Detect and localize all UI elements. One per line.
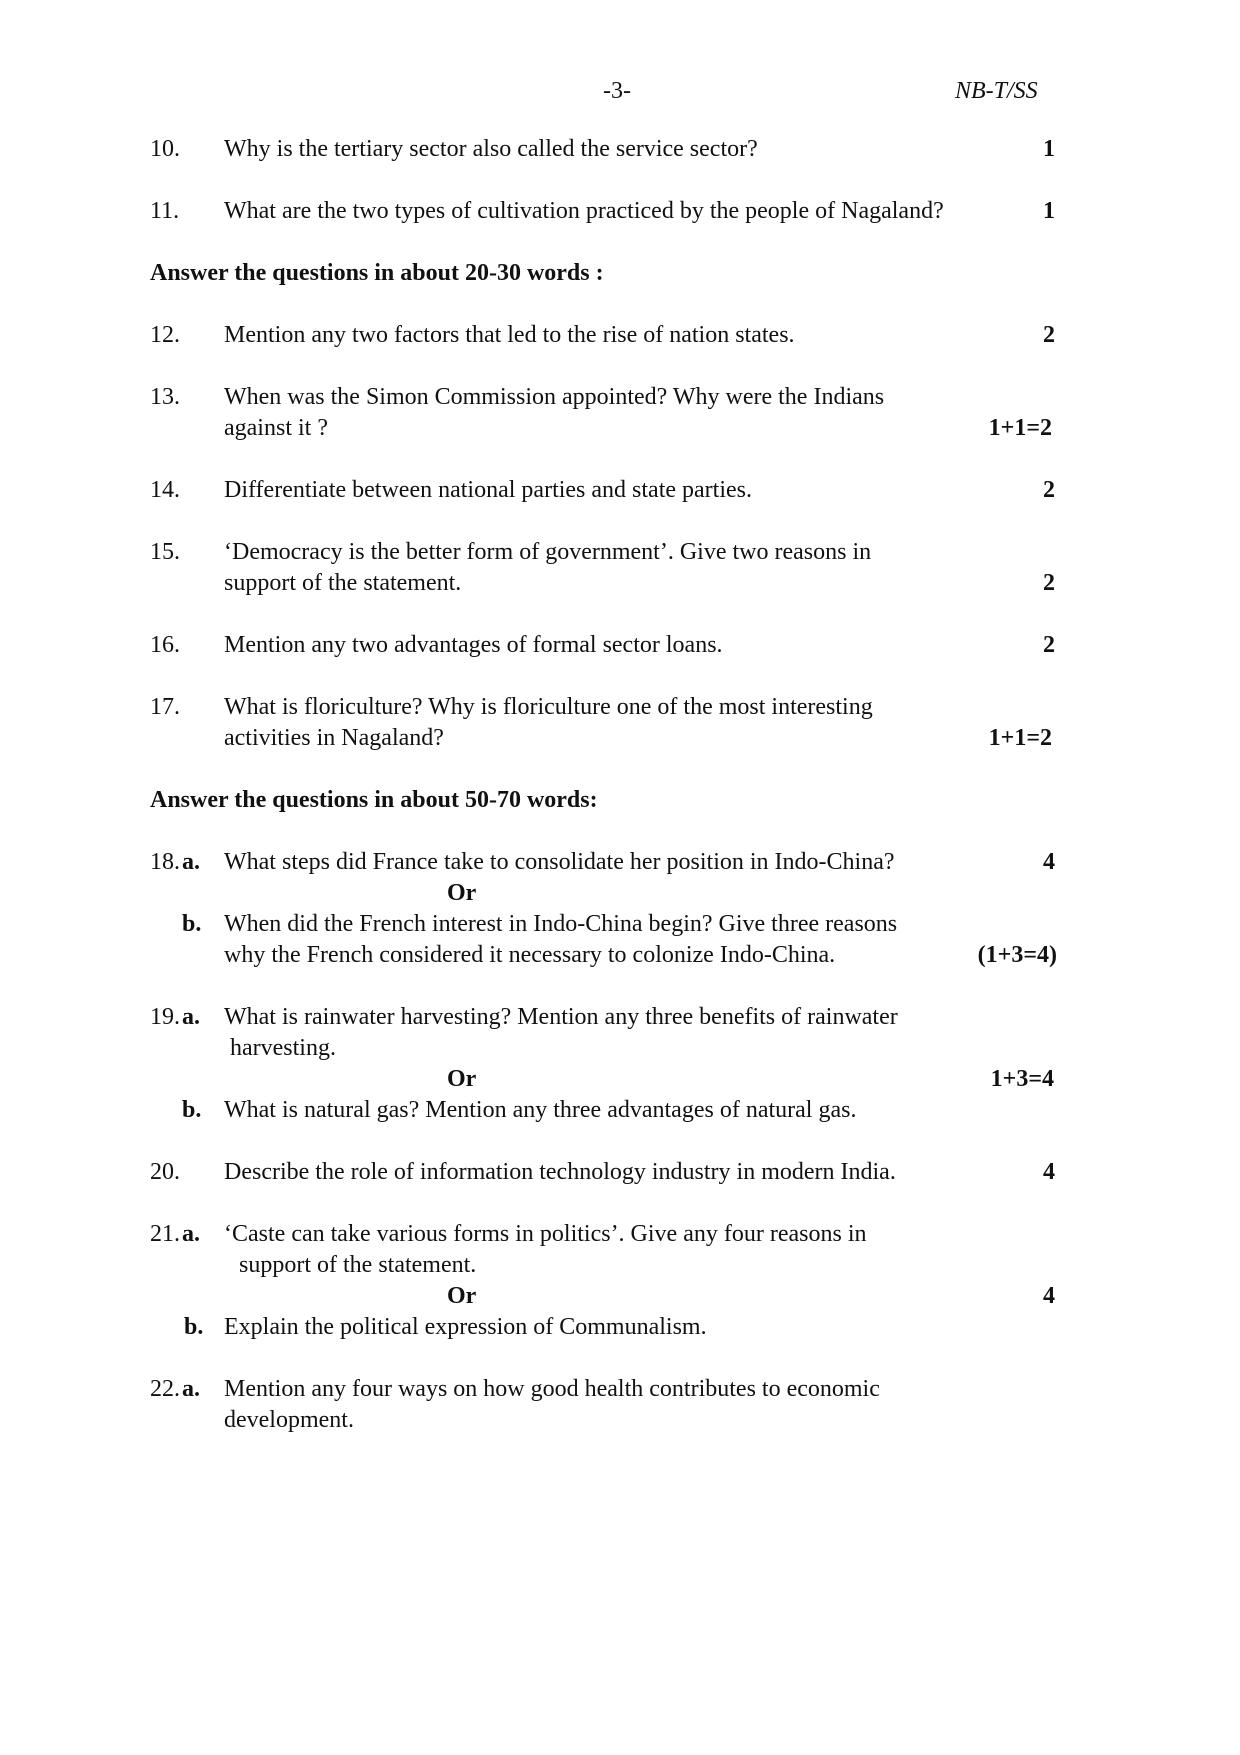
question-number: 10.: [150, 136, 180, 162]
part-b-label: b.: [182, 1097, 202, 1123]
question-number: 22.: [150, 1376, 180, 1402]
question-marks: 2: [1043, 322, 1055, 348]
part-a-marks: 4: [1043, 849, 1055, 875]
question-text: Describe the role of information technology industry in modern India.: [224, 1159, 896, 1185]
part-a-text-line-2: development.: [224, 1407, 354, 1433]
part-a-label: a.: [182, 1004, 200, 1030]
question-text: Why is the tertiary sector also called the service sector?: [224, 136, 758, 162]
question-number: 18.: [150, 849, 180, 875]
question-number: 11.: [150, 198, 180, 224]
question-marks: 2: [1043, 632, 1055, 658]
question-marks: 1: [1043, 198, 1055, 224]
section-heading: Answer the questions in about 20-30 words :: [150, 260, 604, 286]
question-number: 21.: [150, 1221, 180, 1247]
part-a-text: What steps did France take to consolidate her position in Indo-China?: [224, 849, 895, 875]
or-label: Or: [447, 1283, 477, 1309]
question-text-line-2: support of the statement.: [224, 570, 462, 596]
page-number: -3-: [603, 78, 631, 104]
or-label: Or: [447, 1066, 477, 1092]
question-text-line-1: What is floriculture? Why is floriculture one of the most interesting: [224, 694, 873, 720]
part-a-text-line-1: ‘Caste can take various forms in politics’. Give any four reasons in: [224, 1221, 867, 1247]
question-marks: 4: [1043, 1283, 1055, 1309]
part-a-text-line-1: What is rainwater harvesting? Mention any three benefits of rainwater: [224, 1004, 898, 1030]
part-b-text-line-2: why the French considered it necessary to colonize Indo-China.: [224, 942, 836, 968]
question-number: 13.: [150, 384, 180, 410]
question-marks: 1+1=2: [988, 725, 1052, 751]
question-text: Differentiate between national parties and state parties.: [224, 477, 752, 503]
question-number: 16.: [150, 632, 180, 658]
part-a-text-line-2: harvesting.: [230, 1035, 336, 1061]
question-marks: 1+3=4: [990, 1066, 1054, 1092]
question-marks: 2: [1043, 570, 1055, 596]
question-number: 14.: [150, 477, 180, 503]
section-heading: Answer the questions in about 50-70 words:: [150, 787, 598, 813]
or-label: Or: [447, 880, 477, 906]
paper-code: NB-T/SS: [955, 78, 1038, 104]
part-b-text: What is natural gas? Mention any three advantages of natural gas.: [224, 1097, 857, 1123]
question-text-line-2: against it ?: [224, 415, 328, 441]
question-text-line-1: When was the Simon Commission appointed? Why were the Indians: [224, 384, 885, 410]
question-number: 15.: [150, 539, 180, 565]
question-text-line-2: activities in Nagaland?: [224, 725, 444, 751]
question-number: 17.: [150, 694, 180, 720]
question-marks: 2: [1043, 477, 1055, 503]
part-a-text-line-2: support of the statement.: [239, 1252, 477, 1278]
question-text: Mention any two advantages of formal sector loans.: [224, 632, 723, 658]
part-b-text-line-1: When did the French interest in Indo-China begin? Give three reasons: [224, 911, 898, 937]
question-marks: 1+1=2: [988, 415, 1052, 441]
question-number: 19.: [150, 1004, 180, 1030]
question-text: Mention any two factors that led to the rise of nation states.: [224, 322, 795, 348]
part-b-text: Explain the political expression of Communalism.: [224, 1314, 707, 1340]
question-marks: 4: [1043, 1159, 1055, 1185]
question-number: 12.: [150, 322, 180, 348]
question-text-line-1: ‘Democracy is the better form of government’. Give two reasons in: [224, 539, 872, 565]
part-a-label: a.: [182, 1376, 200, 1402]
part-b-label: b.: [184, 1314, 204, 1340]
part-b-marks: (1+3=4): [977, 942, 1057, 968]
part-a-label: a.: [182, 849, 200, 875]
question-number: 20.: [150, 1159, 180, 1185]
part-a-label: a.: [182, 1221, 200, 1247]
part-b-label: b.: [182, 911, 202, 937]
question-text: What are the two types of cultivation practiced by the people of Nagaland?: [224, 198, 944, 224]
question-marks: 1: [1043, 136, 1055, 162]
part-a-text-line-1: Mention any four ways on how good health contributes to economic: [224, 1376, 880, 1402]
